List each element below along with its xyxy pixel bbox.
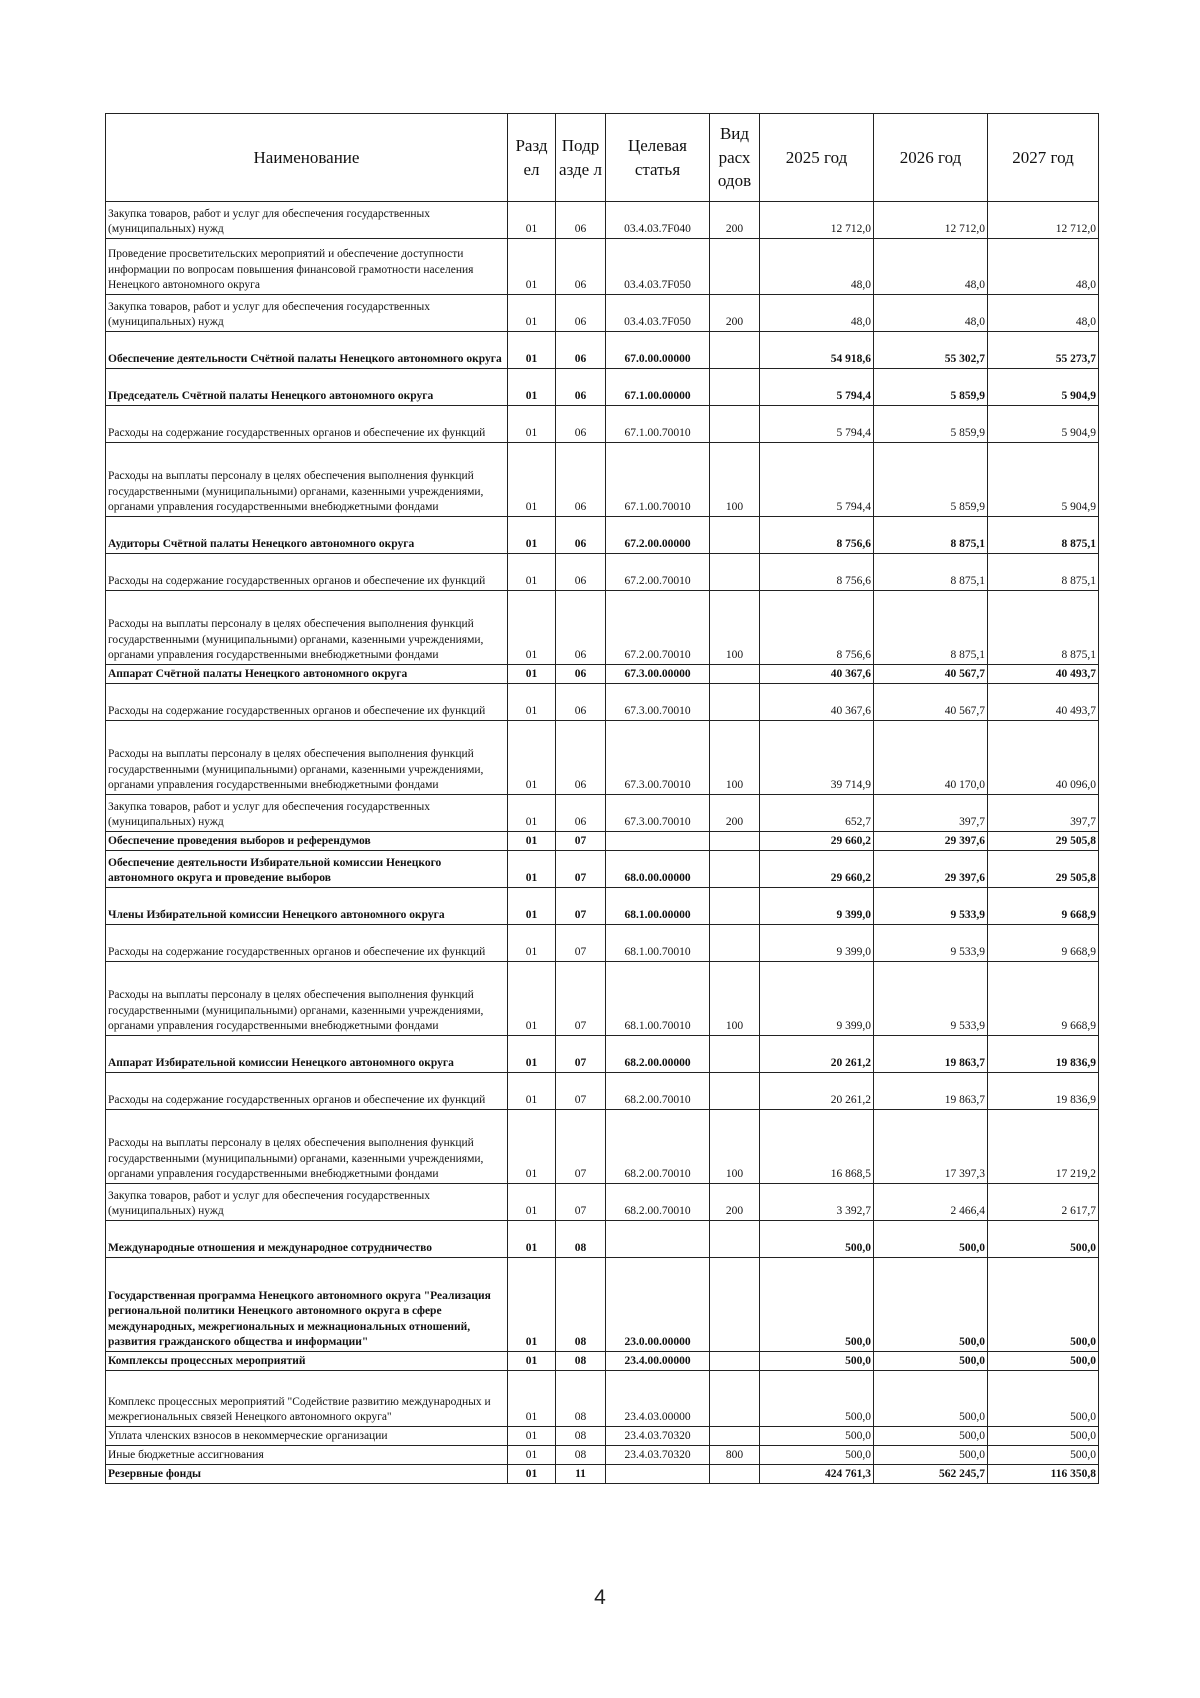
table-row xyxy=(106,406,1099,443)
cell-expense-kind xyxy=(710,554,760,591)
cell-year-2026: 8 875,1 xyxy=(874,517,988,554)
cell-subsection: 06 xyxy=(556,795,606,832)
cell-year-2027: 29 505,8 xyxy=(988,832,1099,851)
cell-expense-kind: 100 xyxy=(710,962,760,1036)
table-row xyxy=(106,517,1099,554)
cell-name: Закупка товаров, работ и услуг для обеспечения государственных (муниципальных) нужд xyxy=(106,202,508,239)
cell-year-2025: 8 756,6 xyxy=(760,591,874,665)
cell-expense-kind xyxy=(710,832,760,851)
table-row xyxy=(106,684,1099,721)
cell-target-article: 68.2.00.70010 xyxy=(606,1110,710,1184)
cell-year-2027: 500,0 xyxy=(988,1352,1099,1371)
cell-year-2025: 48,0 xyxy=(760,295,874,332)
cell-name: Расходы на выплаты персоналу в целях обеспечения выполнения функций государственными (муниципальными) органами, казенными учреждениями, органами управления государственными внебюджетными фондами xyxy=(106,1110,508,1184)
header-name: Наименование xyxy=(106,114,508,202)
cell-name: Международные отношения и международное сотрудничество xyxy=(106,1221,508,1258)
cell-year-2026: 29 397,6 xyxy=(874,832,988,851)
cell-subsection: 07 xyxy=(556,1073,606,1110)
cell-expense-kind xyxy=(710,517,760,554)
cell-year-2026: 40 567,7 xyxy=(874,665,988,684)
cell-name: Расходы на выплаты персоналу в целях обеспечения выполнения функций государственными (муниципальными) органами, казенными учреждениями, органами управления государственными внебюджетными фондами xyxy=(106,591,508,665)
cell-year-2025: 424 761,3 xyxy=(760,1465,874,1484)
cell-target-article: 67.3.00.00000 xyxy=(606,665,710,684)
cell-name: Комплекс процессных мероприятий "Содействие развитию международных и межрегиональных связей Ненецкого автономного округа" xyxy=(106,1371,508,1427)
cell-year-2025: 500,0 xyxy=(760,1352,874,1371)
cell-expense-kind xyxy=(710,684,760,721)
cell-expense-kind xyxy=(710,665,760,684)
cell-target-article: 68.1.00.00000 xyxy=(606,888,710,925)
cell-section: 01 xyxy=(508,1465,556,1484)
cell-section: 01 xyxy=(508,1258,556,1352)
table-row xyxy=(106,1371,1099,1427)
cell-subsection: 07 xyxy=(556,832,606,851)
cell-subsection: 07 xyxy=(556,888,606,925)
cell-year-2025: 5 794,4 xyxy=(760,369,874,406)
cell-year-2025: 29 660,2 xyxy=(760,851,874,888)
table-row xyxy=(106,295,1099,332)
cell-expense-kind xyxy=(710,1427,760,1446)
cell-name: Обеспечение деятельности Избирательной комиссии Ненецкого автономного округа и проведение выборов xyxy=(106,851,508,888)
cell-year-2025: 20 261,2 xyxy=(760,1036,874,1073)
header-year-2025: 2025 год xyxy=(760,114,874,202)
cell-expense-kind xyxy=(710,1221,760,1258)
cell-subsection: 08 xyxy=(556,1258,606,1352)
cell-expense-kind xyxy=(710,406,760,443)
cell-section: 01 xyxy=(508,851,556,888)
cell-name: Государственная программа Ненецкого автономного округа "Реализация региональной политики Ненецкого автономного округа в сфере международных, межрегиональных и межнациональных отношений, развития гражданского общества и информации" xyxy=(106,1258,508,1352)
cell-target-article: 68.2.00.70010 xyxy=(606,1184,710,1221)
cell-target-article: 23.0.00.00000 xyxy=(606,1258,710,1352)
cell-target-article: 23.4.03.70320 xyxy=(606,1427,710,1446)
header-year-2027: 2027 год xyxy=(988,114,1099,202)
cell-expense-kind: 200 xyxy=(710,1184,760,1221)
cell-year-2025: 500,0 xyxy=(760,1371,874,1427)
cell-name: Обеспечение деятельности Счётной палаты Ненецкого автономного округа xyxy=(106,332,508,369)
cell-subsection: 06 xyxy=(556,684,606,721)
cell-expense-kind: 200 xyxy=(710,795,760,832)
cell-subsection: 06 xyxy=(556,202,606,239)
cell-section: 01 xyxy=(508,888,556,925)
cell-year-2026: 12 712,0 xyxy=(874,202,988,239)
cell-section: 01 xyxy=(508,554,556,591)
cell-section: 01 xyxy=(508,1352,556,1371)
cell-section: 01 xyxy=(508,239,556,295)
cell-year-2027: 5 904,9 xyxy=(988,406,1099,443)
cell-year-2027: 29 505,8 xyxy=(988,851,1099,888)
cell-year-2025: 9 399,0 xyxy=(760,925,874,962)
cell-year-2025: 5 794,4 xyxy=(760,406,874,443)
header-year-2026: 2026 год xyxy=(874,114,988,202)
cell-year-2026: 562 245,7 xyxy=(874,1465,988,1484)
cell-year-2027: 19 836,9 xyxy=(988,1073,1099,1110)
cell-year-2025: 500,0 xyxy=(760,1427,874,1446)
table-body xyxy=(106,202,1099,1484)
cell-year-2026: 500,0 xyxy=(874,1221,988,1258)
cell-year-2027: 500,0 xyxy=(988,1371,1099,1427)
table-row xyxy=(106,1073,1099,1110)
cell-name: Расходы на содержание государственных органов и обеспечение их функций xyxy=(106,1073,508,1110)
table-row xyxy=(106,443,1099,517)
cell-year-2025: 39 714,9 xyxy=(760,721,874,795)
cell-year-2027: 500,0 xyxy=(988,1427,1099,1446)
table-row xyxy=(106,239,1099,295)
cell-expense-kind: 200 xyxy=(710,295,760,332)
cell-name: Уплата членских взносов в некоммерческие организации xyxy=(106,1427,508,1446)
cell-year-2026: 48,0 xyxy=(874,295,988,332)
table-row xyxy=(106,721,1099,795)
table-row xyxy=(106,202,1099,239)
cell-target-article: 23.4.03.70320 xyxy=(606,1446,710,1465)
cell-section: 01 xyxy=(508,665,556,684)
cell-section: 01 xyxy=(508,443,556,517)
cell-expense-kind xyxy=(710,369,760,406)
cell-name: Аппарат Избирательной комиссии Ненецкого автономного округа xyxy=(106,1036,508,1073)
cell-section: 01 xyxy=(508,295,556,332)
cell-expense-kind xyxy=(710,332,760,369)
cell-expense-kind: 800 xyxy=(710,1446,760,1465)
table-header-row xyxy=(106,114,1099,202)
cell-section: 01 xyxy=(508,1184,556,1221)
cell-year-2025: 652,7 xyxy=(760,795,874,832)
cell-subsection: 06 xyxy=(556,295,606,332)
cell-subsection: 06 xyxy=(556,443,606,517)
table-row xyxy=(106,554,1099,591)
cell-year-2025: 54 918,6 xyxy=(760,332,874,369)
cell-name: Обеспечение проведения выборов и референдумов xyxy=(106,832,508,851)
table-row xyxy=(106,925,1099,962)
cell-name: Расходы на выплаты персоналу в целях обеспечения выполнения функций государственными (муниципальными) органами, казенными учреждениями, органами управления государственными внебюджетными фондами xyxy=(106,443,508,517)
cell-expense-kind xyxy=(710,1371,760,1427)
cell-subsection: 06 xyxy=(556,406,606,443)
cell-name: Резервные фонды xyxy=(106,1465,508,1484)
cell-target-article: 68.2.00.70010 xyxy=(606,1073,710,1110)
cell-year-2025: 500,0 xyxy=(760,1221,874,1258)
cell-section: 01 xyxy=(508,832,556,851)
cell-expense-kind xyxy=(710,888,760,925)
cell-name: Расходы на выплаты персоналу в целях обеспечения выполнения функций государственными (муниципальными) органами, казенными учреждениями, органами управления государственными внебюджетными фондами xyxy=(106,721,508,795)
cell-year-2027: 40 493,7 xyxy=(988,665,1099,684)
cell-year-2025: 3 392,7 xyxy=(760,1184,874,1221)
cell-year-2027: 5 904,9 xyxy=(988,443,1099,517)
cell-year-2027: 55 273,7 xyxy=(988,332,1099,369)
cell-expense-kind xyxy=(710,1465,760,1484)
cell-name: Члены Избирательной комиссии Ненецкого автономного округа xyxy=(106,888,508,925)
cell-year-2027: 5 904,9 xyxy=(988,369,1099,406)
cell-section: 01 xyxy=(508,1446,556,1465)
cell-expense-kind xyxy=(710,851,760,888)
cell-expense-kind xyxy=(710,925,760,962)
cell-year-2025: 40 367,6 xyxy=(760,665,874,684)
cell-year-2025: 9 399,0 xyxy=(760,962,874,1036)
cell-target-article: 67.1.00.70010 xyxy=(606,406,710,443)
cell-name: Расходы на содержание государственных органов и обеспечение их функций xyxy=(106,406,508,443)
cell-target-article: 67.1.00.00000 xyxy=(606,369,710,406)
cell-expense-kind xyxy=(710,1258,760,1352)
cell-expense-kind: 100 xyxy=(710,591,760,665)
cell-target-article xyxy=(606,1465,710,1484)
cell-year-2026: 5 859,9 xyxy=(874,406,988,443)
table-row xyxy=(106,591,1099,665)
cell-year-2027: 2 617,7 xyxy=(988,1184,1099,1221)
cell-year-2025: 8 756,6 xyxy=(760,554,874,591)
cell-target-article xyxy=(606,1221,710,1258)
table-row xyxy=(106,1465,1099,1484)
cell-year-2027: 9 668,9 xyxy=(988,888,1099,925)
table-row xyxy=(106,1258,1099,1352)
cell-subsection: 06 xyxy=(556,554,606,591)
header-expense-kind: Вид расх одов xyxy=(710,114,760,202)
cell-name: Расходы на содержание государственных органов и обеспечение их функций xyxy=(106,684,508,721)
cell-section: 01 xyxy=(508,795,556,832)
cell-year-2026: 9 533,9 xyxy=(874,962,988,1036)
cell-name: Закупка товаров, работ и услуг для обеспечения государственных (муниципальных) нужд xyxy=(106,1184,508,1221)
cell-target-article: 68.1.00.70010 xyxy=(606,925,710,962)
cell-subsection: 11 xyxy=(556,1465,606,1484)
cell-target-article: 03.4.03.7F050 xyxy=(606,295,710,332)
cell-target-article: 03.4.03.7F040 xyxy=(606,202,710,239)
page-number: 4 xyxy=(594,1586,606,1609)
cell-name: Аппарат Счётной палаты Ненецкого автономного округа xyxy=(106,665,508,684)
cell-subsection: 08 xyxy=(556,1427,606,1446)
table-row xyxy=(106,1036,1099,1073)
cell-target-article xyxy=(606,832,710,851)
cell-target-article: 67.2.00.70010 xyxy=(606,591,710,665)
cell-year-2026: 500,0 xyxy=(874,1446,988,1465)
cell-subsection: 08 xyxy=(556,1371,606,1427)
cell-year-2027: 8 875,1 xyxy=(988,554,1099,591)
cell-subsection: 07 xyxy=(556,962,606,1036)
header-subsection: Подр азде л xyxy=(556,114,606,202)
cell-expense-kind xyxy=(710,239,760,295)
table-row xyxy=(106,332,1099,369)
cell-year-2026: 17 397,3 xyxy=(874,1110,988,1184)
cell-expense-kind xyxy=(710,1036,760,1073)
cell-year-2026: 40 170,0 xyxy=(874,721,988,795)
cell-year-2027: 500,0 xyxy=(988,1221,1099,1258)
cell-name: Председатель Счётной палаты Ненецкого автономного округа xyxy=(106,369,508,406)
cell-target-article: 67.0.00.00000 xyxy=(606,332,710,369)
cell-section: 01 xyxy=(508,1371,556,1427)
cell-section: 01 xyxy=(508,1110,556,1184)
cell-year-2025: 500,0 xyxy=(760,1446,874,1465)
cell-name: Расходы на содержание государственных органов и обеспечение их функций xyxy=(106,925,508,962)
cell-name: Закупка товаров, работ и услуг для обеспечения государственных (муниципальных) нужд xyxy=(106,795,508,832)
cell-name: Аудиторы Счётной палаты Ненецкого автономного округа xyxy=(106,517,508,554)
table-row xyxy=(106,1352,1099,1371)
cell-expense-kind: 100 xyxy=(710,721,760,795)
cell-year-2026: 500,0 xyxy=(874,1371,988,1427)
cell-year-2027: 17 219,2 xyxy=(988,1110,1099,1184)
cell-year-2025: 48,0 xyxy=(760,239,874,295)
cell-year-2025: 16 868,5 xyxy=(760,1110,874,1184)
cell-expense-kind xyxy=(710,1352,760,1371)
header-target-article: Целевая статья xyxy=(606,114,710,202)
cell-target-article: 67.3.00.70010 xyxy=(606,684,710,721)
cell-subsection: 07 xyxy=(556,925,606,962)
cell-subsection: 08 xyxy=(556,1352,606,1371)
cell-year-2026: 19 863,7 xyxy=(874,1036,988,1073)
cell-year-2025: 12 712,0 xyxy=(760,202,874,239)
cell-subsection: 07 xyxy=(556,1184,606,1221)
cell-name: Расходы на содержание государственных органов и обеспечение их функций xyxy=(106,554,508,591)
cell-target-article: 68.1.00.70010 xyxy=(606,962,710,1036)
cell-subsection: 08 xyxy=(556,1221,606,1258)
cell-subsection: 06 xyxy=(556,332,606,369)
cell-section: 01 xyxy=(508,406,556,443)
table-row xyxy=(106,795,1099,832)
cell-target-article: 67.2.00.70010 xyxy=(606,554,710,591)
cell-subsection: 08 xyxy=(556,1446,606,1465)
cell-year-2026: 500,0 xyxy=(874,1258,988,1352)
cell-section: 01 xyxy=(508,925,556,962)
cell-year-2027: 500,0 xyxy=(988,1446,1099,1465)
cell-year-2027: 19 836,9 xyxy=(988,1036,1099,1073)
cell-target-article: 23.4.00.00000 xyxy=(606,1352,710,1371)
cell-year-2026: 500,0 xyxy=(874,1352,988,1371)
cell-subsection: 06 xyxy=(556,369,606,406)
cell-subsection: 06 xyxy=(556,239,606,295)
cell-subsection: 06 xyxy=(556,721,606,795)
table-row xyxy=(106,1221,1099,1258)
cell-year-2027: 116 350,8 xyxy=(988,1465,1099,1484)
cell-section: 01 xyxy=(508,684,556,721)
cell-target-article: 03.4.03.7F050 xyxy=(606,239,710,295)
cell-section: 01 xyxy=(508,1036,556,1073)
cell-section: 01 xyxy=(508,517,556,554)
cell-year-2027: 500,0 xyxy=(988,1258,1099,1352)
cell-name: Закупка товаров, работ и услуг для обеспечения государственных (муниципальных) нужд xyxy=(106,295,508,332)
header-section: Разд ел xyxy=(508,114,556,202)
cell-year-2026: 5 859,9 xyxy=(874,443,988,517)
cell-year-2027: 9 668,9 xyxy=(988,925,1099,962)
cell-section: 01 xyxy=(508,1221,556,1258)
cell-section: 01 xyxy=(508,1073,556,1110)
cell-year-2025: 40 367,6 xyxy=(760,684,874,721)
cell-section: 01 xyxy=(508,202,556,239)
cell-target-article: 67.3.00.70010 xyxy=(606,721,710,795)
cell-subsection: 07 xyxy=(556,1110,606,1184)
cell-year-2026: 9 533,9 xyxy=(874,888,988,925)
cell-year-2027: 48,0 xyxy=(988,239,1099,295)
table-row xyxy=(106,369,1099,406)
cell-subsection: 06 xyxy=(556,665,606,684)
cell-year-2027: 40 493,7 xyxy=(988,684,1099,721)
cell-section: 01 xyxy=(508,369,556,406)
table-row xyxy=(106,888,1099,925)
cell-name: Расходы на выплаты персоналу в целях обеспечения выполнения функций государственными (муниципальными) органами, казенными учреждениями, органами управления государственными внебюджетными фондами xyxy=(106,962,508,1036)
cell-target-article: 67.1.00.70010 xyxy=(606,443,710,517)
cell-year-2026: 8 875,1 xyxy=(874,591,988,665)
cell-expense-kind: 200 xyxy=(710,202,760,239)
cell-expense-kind xyxy=(710,1073,760,1110)
cell-year-2025: 9 399,0 xyxy=(760,888,874,925)
cell-year-2025: 29 660,2 xyxy=(760,832,874,851)
cell-year-2026: 29 397,6 xyxy=(874,851,988,888)
cell-year-2026: 2 466,4 xyxy=(874,1184,988,1221)
cell-year-2027: 8 875,1 xyxy=(988,591,1099,665)
cell-year-2027: 397,7 xyxy=(988,795,1099,832)
budget-table xyxy=(105,113,1099,1484)
cell-name: Комплексы процессных мероприятий xyxy=(106,1352,508,1371)
cell-name: Иные бюджетные ассигнования xyxy=(106,1446,508,1465)
cell-target-article: 23.4.03.00000 xyxy=(606,1371,710,1427)
table-row xyxy=(106,1110,1099,1184)
cell-year-2027: 40 096,0 xyxy=(988,721,1099,795)
cell-year-2026: 55 302,7 xyxy=(874,332,988,369)
cell-subsection: 07 xyxy=(556,851,606,888)
cell-year-2025: 20 261,2 xyxy=(760,1073,874,1110)
cell-subsection: 06 xyxy=(556,517,606,554)
cell-year-2027: 8 875,1 xyxy=(988,517,1099,554)
cell-year-2027: 12 712,0 xyxy=(988,202,1099,239)
cell-target-article: 68.2.00.00000 xyxy=(606,1036,710,1073)
cell-year-2027: 9 668,9 xyxy=(988,962,1099,1036)
cell-target-article: 68.0.00.00000 xyxy=(606,851,710,888)
cell-year-2025: 5 794,4 xyxy=(760,443,874,517)
cell-expense-kind: 100 xyxy=(710,443,760,517)
cell-year-2026: 19 863,7 xyxy=(874,1073,988,1110)
table-row xyxy=(106,1427,1099,1446)
cell-target-article: 67.3.00.70010 xyxy=(606,795,710,832)
cell-name: Проведение просветительских мероприятий и обеспечение доступности информации по вопросам повышения финансовой грамотности населения Ненецкого автономного округа xyxy=(106,239,508,295)
cell-section: 01 xyxy=(508,721,556,795)
table-row xyxy=(106,665,1099,684)
table-row xyxy=(106,1446,1099,1465)
cell-subsection: 07 xyxy=(556,1036,606,1073)
cell-subsection: 06 xyxy=(556,591,606,665)
cell-year-2026: 500,0 xyxy=(874,1427,988,1446)
cell-target-article: 67.2.00.00000 xyxy=(606,517,710,554)
cell-section: 01 xyxy=(508,332,556,369)
cell-year-2026: 48,0 xyxy=(874,239,988,295)
cell-section: 01 xyxy=(508,962,556,1036)
cell-section: 01 xyxy=(508,591,556,665)
cell-year-2026: 9 533,9 xyxy=(874,925,988,962)
cell-year-2026: 397,7 xyxy=(874,795,988,832)
cell-expense-kind: 100 xyxy=(710,1110,760,1184)
cell-year-2026: 8 875,1 xyxy=(874,554,988,591)
cell-year-2027: 48,0 xyxy=(988,295,1099,332)
table-row xyxy=(106,851,1099,888)
table-row xyxy=(106,1184,1099,1221)
table-row xyxy=(106,962,1099,1036)
table-row xyxy=(106,832,1099,851)
cell-year-2026: 5 859,9 xyxy=(874,369,988,406)
cell-year-2026: 40 567,7 xyxy=(874,684,988,721)
cell-section: 01 xyxy=(508,1427,556,1446)
cell-year-2025: 500,0 xyxy=(760,1258,874,1352)
cell-year-2025: 8 756,6 xyxy=(760,517,874,554)
